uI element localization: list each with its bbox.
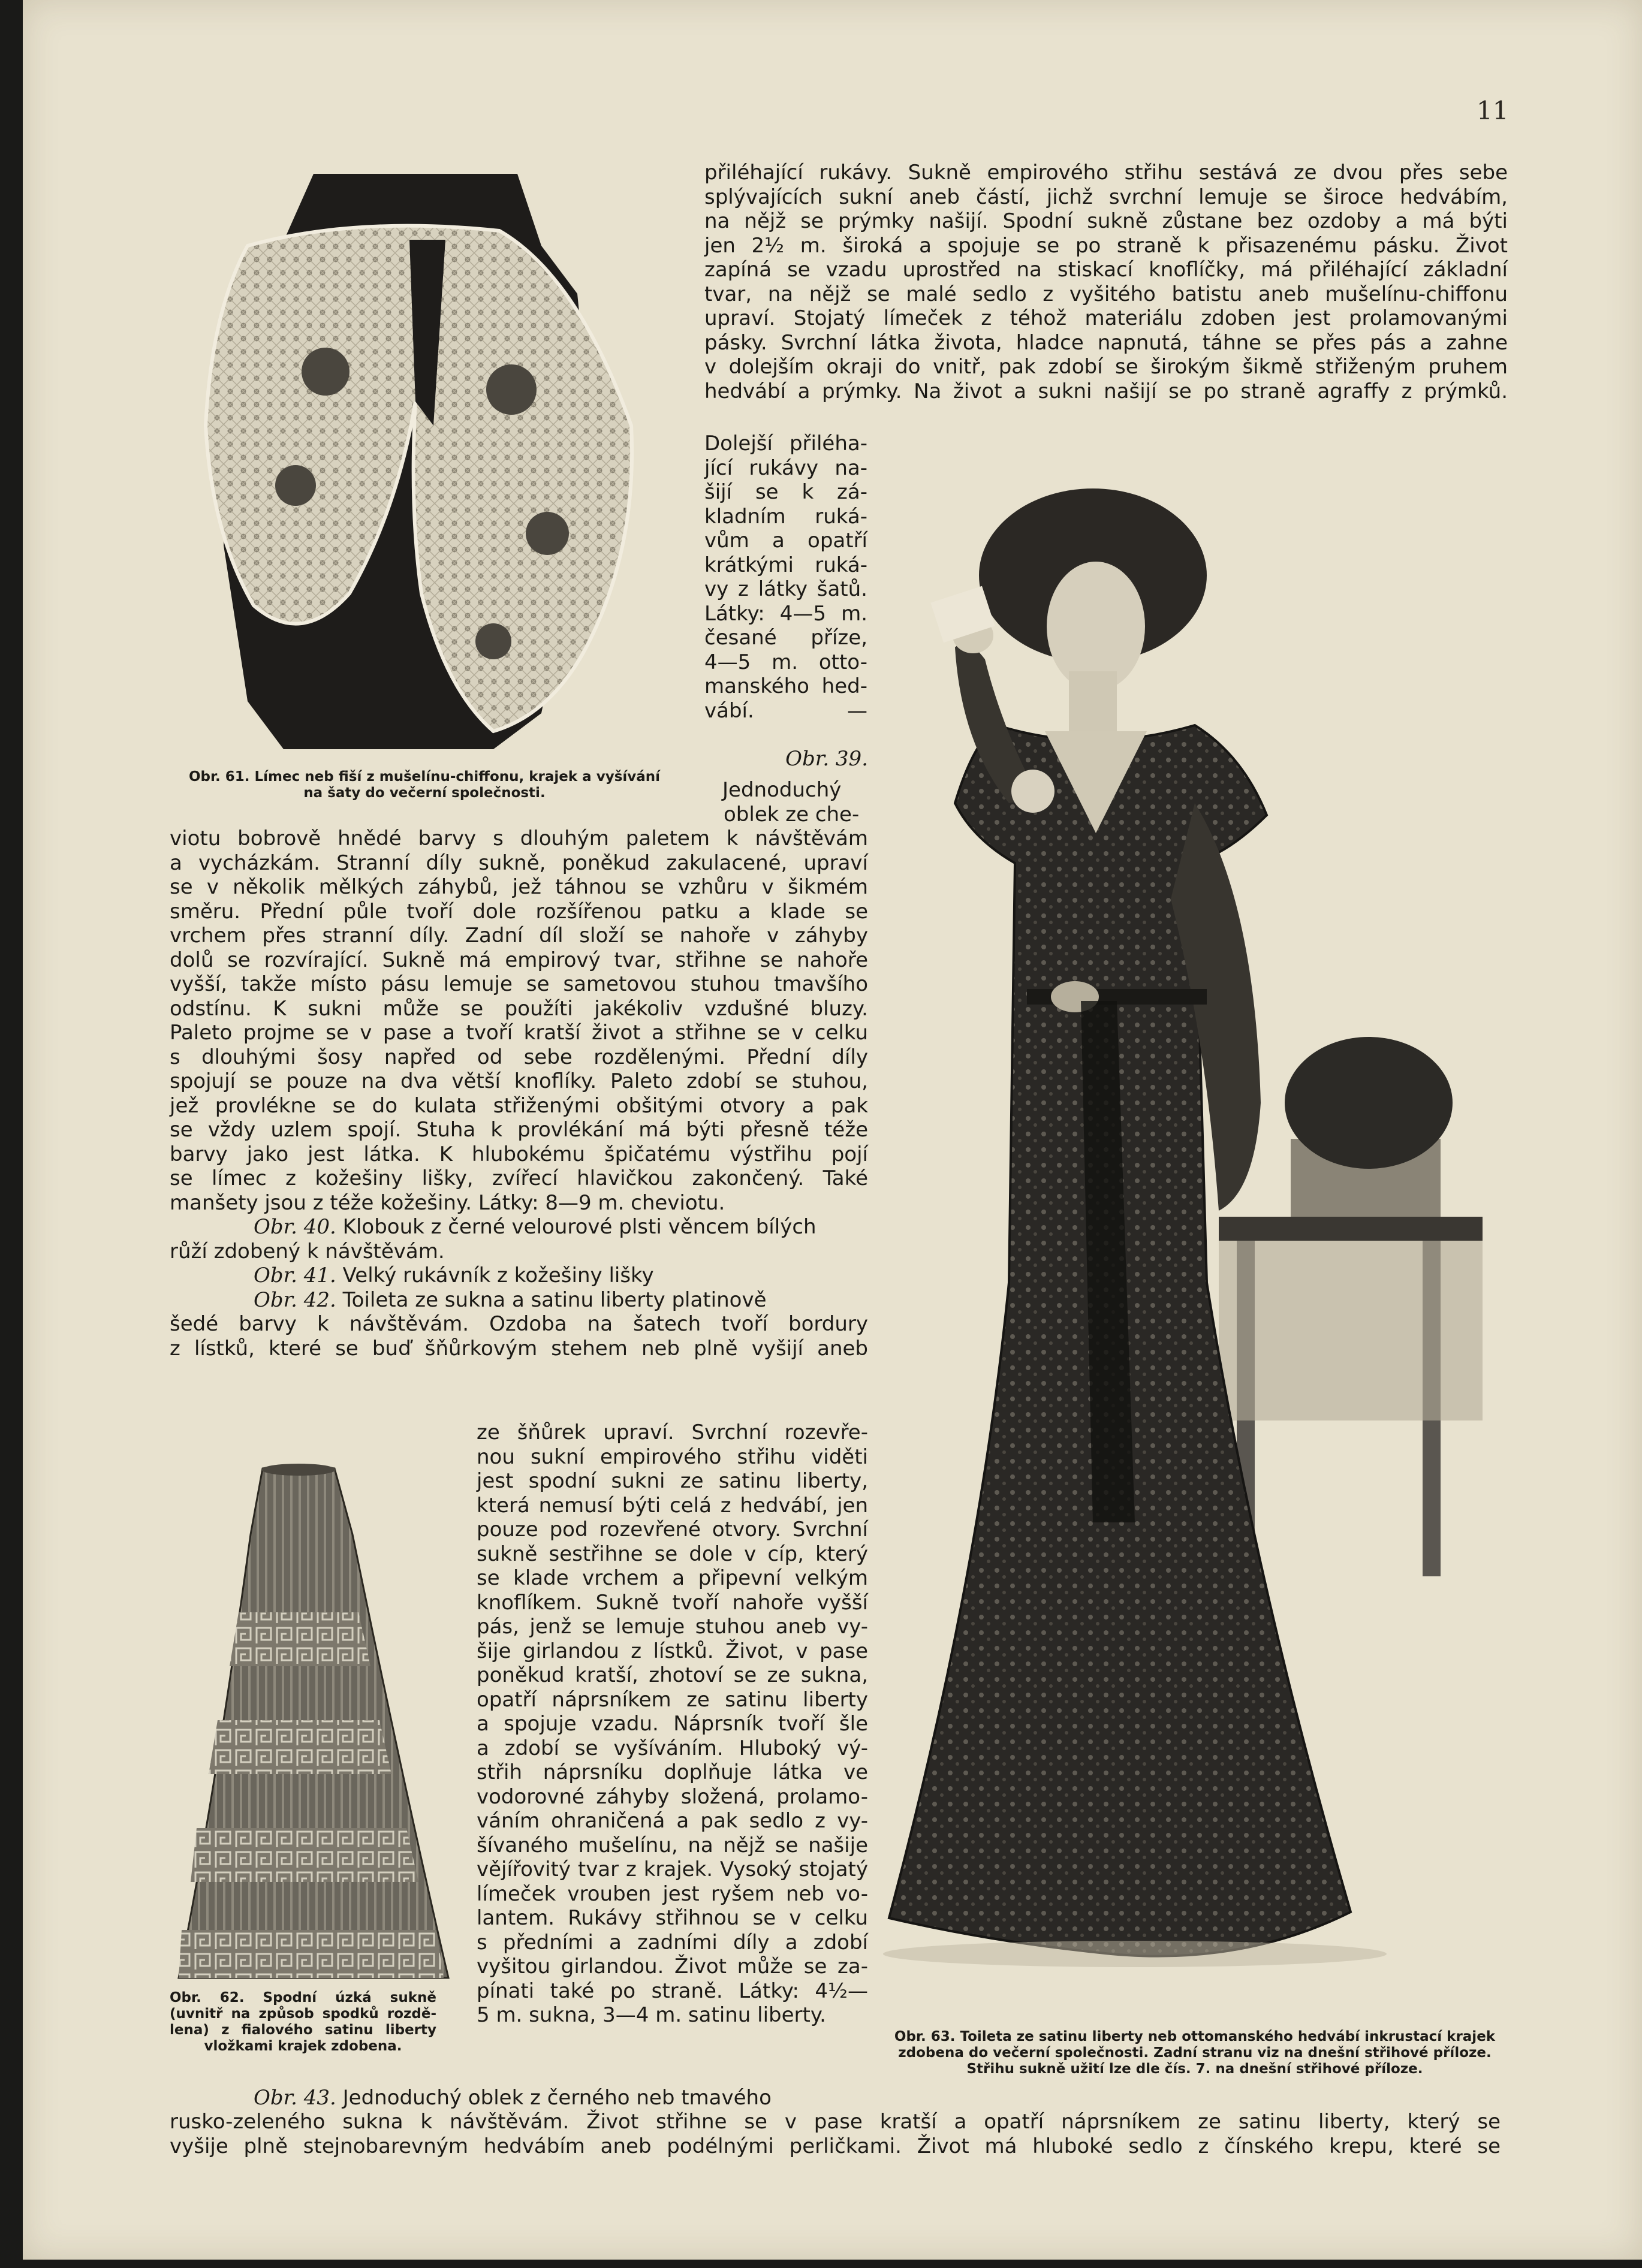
skirt-illustration [173, 1462, 454, 1984]
lace-collar-illustration [158, 174, 679, 749]
obr-39-intro: Jednoduchý oblek ze che- [722, 778, 860, 827]
evening-dress-illustration [883, 444, 1513, 1990]
article-text-lower: ze šňůrek upraví. Svrchní rozevře- nou sukní empirového střihu viděti jest spodní sukni ze satinu liberty, která nemusí býti celá z hedvábí, jen pouze pod rozevřené otvory. Svrchní sukně sestřihne se dole v cíp, který se klade vrchem a připevní velkým knoflíkem. Sukně tvoří nahoře vyšší pás, jenž se lemuje stuhou aneb vy- šije girlandou z lístků. Život, v pase poněkud kratší, zhotoví se ze sukna, opatří náprsníkem ze satinu liberty a spojuje vzadu. Náprsník tvoří šle a zdobí se vyšíváním. Hluboký vý- střih náprsníku doplňuje látka ve vodorovné záhyby složená, prolamo- váním ohraničená a pak sedlo z vy- šívaného mušelínu, na nějž se našije vějířovitý tvar z krajek. Vysoký stojatý límeček vrouben jest ryšem neb vo- lantem. Rukávy střihnou se v celku s předními a zadními díly a zdobí vyšitou girlandou. Život může se za- pínati také po straně. Látky: 4½— 5 m. sukna, 3—4 m. satinu liberty. [477, 1420, 868, 2027]
figure-61-caption: Obr. 61. Límec neb fiší z mušelínu-chiffonu, krajek a vyšívání na šaty do večerní společnosti. [188, 769, 661, 801]
article-text-narrow: Dolejší přiléha- jící rukávy na- šijí se k zá- kladním ruká- vům a opatří krátkými ruká- vy z látky šatů. Látky: 4—5 m. česané příze, 4—5 m. otto- manského hed- vábí. — [704, 432, 867, 723]
article-text-bottom: rusko-zeleného sukna k návštěvám. Život střihne se v pase kratší a opatří náprsníkem ze satinu liberty, který se vyšije plně stejnobarevným hedvábím aneb podélnými perličkami. Život má hluboké sedlo z čínského krepu, které se [170, 2110, 1501, 2158]
obr-43-intro: Obr. 43. Jednoduchý oblek z černého neb tmavého [254, 2086, 772, 2110]
figure-62-skirt [173, 1462, 454, 1984]
page-number: 11 [1477, 96, 1509, 125]
figure-62-caption: Obr. 62. Spodní úzká sukně (uvnitř na způsob spodků rozdě- lena) z fialového satinu liberty vložkami krajek zdobena. [170, 1990, 436, 2054]
figure-63-caption: Obr. 63. Toileta ze satinu liberty neb ottomanského hedvábí inkrustací krajek zdobena do večerní společnosti. Zadní stranu viz na dnešní střihové příloze. Střihu sukně užití lze dle čís. 7. na dnešní střihové příloze. [894, 2029, 1496, 2077]
obr-40-41-42-block: Obr. 40. Klobouk z černé velourové plsti věncem bílých růží zdobený k návštěvám. Obr. 41. Velký rukávník z kožešiny lišky Obr. 42. Toileta ze sukna a satinu liberty platinově šedé barvy k návštěvám. Ozdoba na šatech tvoří bordury z lístků, které se buď šňůrkovým stehem neb plně vyšijí aneb [170, 1215, 868, 1361]
magazine-page [23, 0, 1642, 2260]
obr-39-reference: Obr. 39. [785, 747, 868, 771]
figure-63-evening-dress [883, 444, 1513, 1990]
article-text-top: přiléhající rukávy. Sukně empirového střihu sestává ze dvou přes sebe splývajících sukní aneb částí, jichž svrchní lemuje se široce hedvábím, na nějž se prýmky našijí. Spodní sukně zůstane bez ozdoby a má býti jen 2½ m. široká a spojuje se po straně k přisazenému pásku. Život zapíná se vzadu uprostřed na stiskací knoflíčky, má přiléhající základní tvar, na nějž se malé sedlo z vyšitého batistu aneb mušelínu-chiffonu upraví. Stojatý límeček z téhož materiálu zdoben jest prolamovanými pásky. Svrchní látka života, hladce napnutá, táhne se přes pás a zahne v dolejším okraji do vnitř, pak zdobí se širokým šikmě střiženým pruhem hedvábí a prýmky. Na život a sukni našijí se po straně agraffy z prýmků. [704, 161, 1508, 403]
article-text-middle: viotu bobrově hnědé barvy s dlouhým paletem k návštěvám a vycházkám. Stranní díly sukně, poněkud zakulacené, upraví se v několik mělkých záhybů, jež táhnou se vzhůru v šikmém směru. Přední půle tvoří dole rozšířenou patku a klade se vrchem přes stranní díly. Zadní díl složí se nahoře v záhyby dolů se rozvírající. Sukně má empirový tvar, střihne se nahoře vyšší, takže místo pásu lemuje se sametovou stuhou tmavšího odstínu. K sukni může se použíti jakékoliv vzdušné bluzy. Paleto projme se v pase a tvoří kratší život a střihne se v celku s dlouhými šosy napřed od sebe rozdělenými. Přední díly spojují se pouze na dva větší knoflíky. Paleto zdobí se stuhou, jež provlékne se do kulata střiženými obšitými otvory a pak se vždy uzlem spojí. Stuha k provlékání má býti přesně téže barvy jako jest látka. K hlubokému špičatému výstřihu pojí se límec z kožešiny lišky, zvířecí hlavičkou zakončený. Také manšety jsou z téže kožešiny. Látky: 8—9 m. cheviotu. [170, 827, 868, 1215]
figure-61-lace-collar [158, 174, 679, 749]
